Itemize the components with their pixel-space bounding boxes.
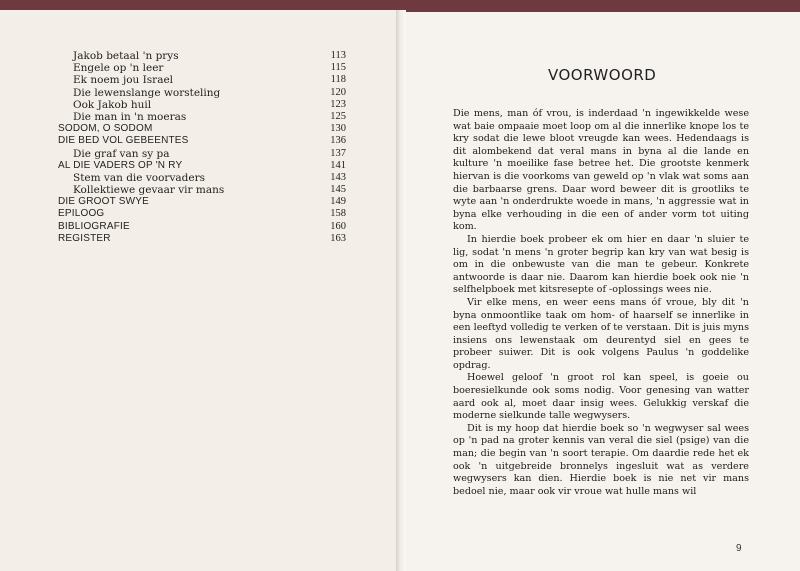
foreword-paragraph: Hoewel geloof 'n groot rol kan speel, is goeie ou boeresielkunde ook soms nodig. Voor genesing van watter aard ook al, moet daar insig wees. Gelukkig verskaf die moderne sielkunde talle wegwysers. — [453, 372, 749, 422]
foreword-paragraph: Die mens, man óf vrou, is inderdaad 'n ingewikkelde wese wat baie ompaaie moet loop om al die innerlike knope los te kry sodat die lewe bloot vreugde kan wees. Hedendaags is dit alombekend dat veral mans in byna al die lande en kulture 'n moeilike fase betree het. Die grootste kenmerk hiervan is die voorkoms van geweld op 'n vlak wat soms aan die barbaarse grens. Daar word beweer dit is grootliks te wyte aan 'n onderdrukte woede in mans, 'n aggressie wat in byna elke verhouding in die een of ander vorm tot uiting kom. — [453, 108, 749, 233]
toc-entry-title: Ek noem jou Israel — [73, 74, 174, 87]
foreword-body — [453, 108, 749, 498]
toc-entry-title: SODOM, O SODOM — [58, 123, 153, 135]
toc-entry-page: 120 — [330, 86, 346, 98]
toc-entry-title: Kollektiewe gevaar vir mans — [73, 184, 225, 197]
toc-entry-page: 113 — [330, 50, 346, 61]
toc-entry-page: 118 — [330, 74, 346, 86]
toc-entry — [58, 233, 358, 245]
toc-entry — [58, 99, 358, 111]
toc-entry — [58, 196, 358, 208]
toc-entry-page: 137 — [330, 147, 346, 159]
toc-entry — [58, 87, 358, 99]
toc-entry-page: 141 — [330, 159, 346, 171]
toc-entry — [58, 62, 358, 74]
foreword-heading: VOORWOORD — [548, 66, 657, 84]
toc-entry-title: Die man in 'n moeras — [73, 110, 187, 123]
toc-entry-page: 115 — [330, 62, 346, 74]
toc-entry-title: EPILOOG — [58, 208, 105, 220]
toc-entry-title: REGISTER — [58, 232, 111, 244]
foreword-paragraph: In hierdie boek probeer ek om hier en daar 'n sluier te lig, sodat 'n mens 'n groter begrip kan kry van wat besig is om in die onbewuste van die man te gebeur. Konkrete antwoorde is daar nie. Daarom kan hierdie boek ook nie 'n selfhelpboek met kitsresepte of -oplossings wees nie. — [453, 233, 749, 296]
toc-entry-title: Jakob betaal 'n prys — [73, 50, 179, 62]
table-of-contents — [58, 50, 358, 245]
toc-entry — [58, 50, 358, 62]
toc-entry-title: DIE GROOT SWYE — [58, 196, 149, 208]
toc-entry — [58, 135, 358, 147]
foreword-paragraph: Vir elke mens, en weer eens mans óf vroue, bly dit 'n byna onmoontlike taak om hom- of haarself se innerlike in een leeftyd volledig te verken of te verstaan. Dit is juis myns insiens ons lewenstaak om deurentyd siel en gees te probeer suiwer. Dit is ook volgens Paulus 'n goddelike opdrag. — [453, 296, 749, 371]
toc-entry — [58, 221, 358, 233]
toc-entry-page: 130 — [330, 123, 346, 135]
toc-entry-title: Ook Jakob huil — [73, 98, 152, 111]
toc-entry — [58, 160, 358, 172]
toc-entry-page: 149 — [330, 196, 346, 208]
toc-entry-title: Engele op 'n leer — [73, 62, 164, 75]
toc-entry-page: 136 — [330, 135, 346, 147]
toc-entry-page: 145 — [330, 184, 346, 196]
toc-entry — [58, 111, 358, 123]
toc-entry-title: Die lewenslange worsteling — [73, 86, 221, 99]
toc-entry-title: BIBLIOGRAFIE — [58, 220, 130, 232]
toc-entry-title: Die graf van sy pa — [73, 147, 170, 160]
toc-entry-page: 158 — [330, 208, 346, 220]
foreword-paragraph: Dit is my hoop dat hierdie boek so 'n wegwyser sal wees op 'n pad na groter kennis van veral die siel (psige) van die man; die begin van 'n soort terapie. Om daardie rede het ek ook 'n uitgebreide bronnelys ingesluit wat as verdere wegwysers kan dien. Hierdie boek is nie net vir mans bedoel nie, maar ook vir vroue wat hulle mans wil — [453, 422, 749, 497]
book-gutter — [396, 10, 406, 571]
page-number: 9 — [736, 543, 742, 554]
toc-entry-title: DIE BED VOL GEBEENTES — [58, 135, 189, 147]
toc-entry — [58, 74, 358, 86]
toc-entry-page: 143 — [330, 171, 346, 183]
toc-entry-page: 163 — [330, 232, 346, 244]
toc-entry — [58, 123, 358, 135]
toc-entry — [58, 148, 358, 160]
toc-entry — [58, 208, 358, 220]
toc-entry-page: 123 — [330, 98, 346, 110]
toc-entry-page: 160 — [330, 220, 346, 232]
toc-entry — [58, 184, 358, 196]
toc-entry-page: 125 — [330, 110, 346, 122]
toc-entry — [58, 172, 358, 184]
toc-entry-title: Stem van die voorvaders — [73, 171, 205, 184]
toc-entry-title: AL DIE VADERS OP 'N RY — [58, 159, 183, 171]
